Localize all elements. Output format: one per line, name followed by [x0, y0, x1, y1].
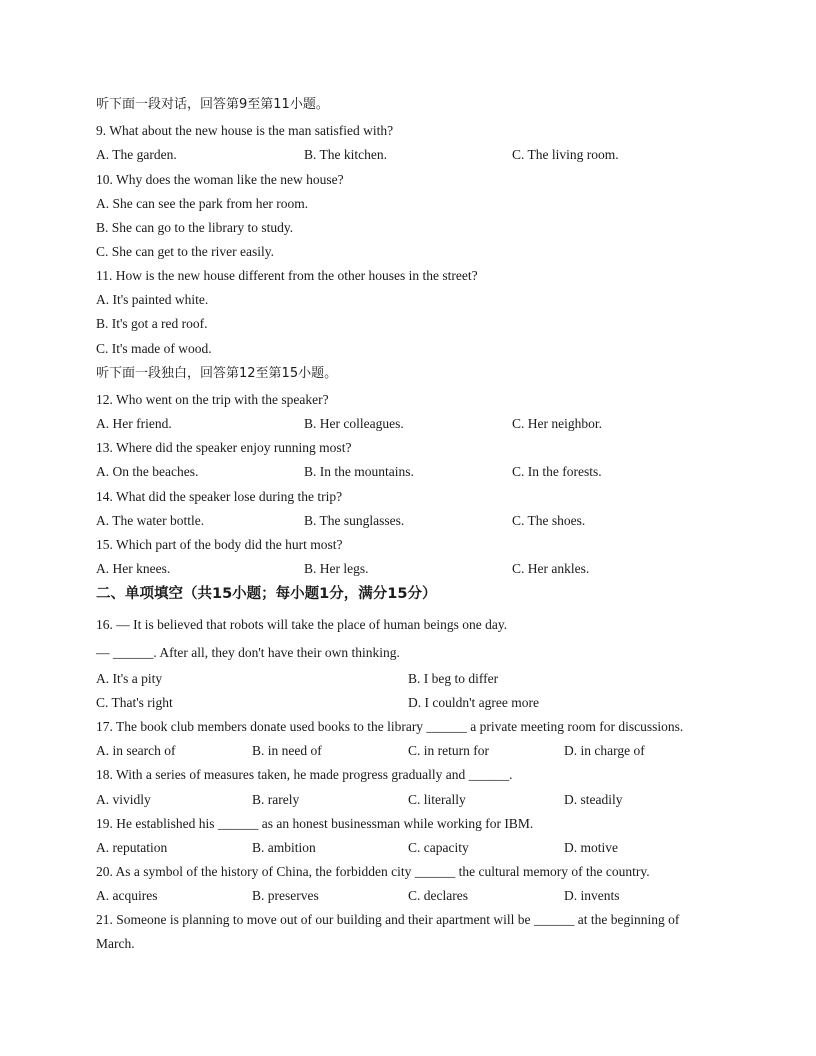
q16-option-d: D. I couldn't agree more [408, 695, 540, 710]
question-21-stem-line2: March. [96, 936, 135, 951]
q20-option-d: D. invents [564, 888, 620, 903]
section-heading-monologue: 听下面一段独白，回答第12至第15小题。 [96, 366, 338, 381]
q20-option-a: A. acquires [96, 888, 158, 903]
q18-option-a: A. vividly [96, 792, 151, 807]
q11-option-c: C. It's made of wood. [96, 341, 212, 356]
question-21-stem-line1: 21. Someone is planning to move out of our building and their apartment will be ______ at the beginning of [96, 912, 680, 927]
question-18-stem: 18. With a series of measures taken, he made progress gradually and ______. [96, 767, 513, 782]
q11-option-b: B. It's got a red roof. [96, 316, 208, 331]
question-12-stem: 12. Who went on the trip with the speaker? [96, 392, 329, 407]
q9-option-c: C. The living room. [512, 147, 619, 162]
q15-option-c: C. Her ankles. [512, 561, 590, 576]
section-heading-dialog: 听下面一段对话，回答第9至第11小题。 [96, 97, 329, 112]
q17-option-b: B. in need of [252, 743, 322, 758]
q18-option-c: C. literally [408, 792, 466, 807]
question-16-stem-line2: — ______. After all, they don't have their own thinking. [96, 645, 400, 660]
q17-option-d: D. in charge of [564, 743, 645, 758]
question-14-stem: 14. What did the speaker lose during the trip? [96, 489, 343, 504]
q19-option-a: A. reputation [96, 840, 168, 855]
q14-option-c: C. The shoes. [512, 513, 586, 528]
q12-option-c: C. Her neighbor. [512, 416, 602, 431]
q12-option-b: B. Her colleagues. [304, 416, 404, 431]
q13-option-b: B. In the mountains. [304, 464, 414, 479]
question-10-stem: 10. Why does the woman like the new house? [96, 172, 344, 187]
q18-option-b: B. rarely [252, 792, 300, 807]
q19-option-b: B. ambition [252, 840, 316, 855]
question-16-stem-line1: 16. — It is believed that robots will take the place of human beings one day. [96, 617, 508, 632]
q10-option-c: C. She can get to the river easily. [96, 244, 274, 259]
q14-option-a: A. The water bottle. [96, 513, 205, 528]
q17-option-a: A. in search of [96, 743, 176, 758]
q9-option-b: B. The kitchen. [304, 147, 387, 162]
question-20-stem: 20. As a symbol of the history of China, the forbidden city ______ the cultural memory of the country. [96, 864, 650, 879]
q16-option-b: B. I beg to differ [408, 671, 499, 686]
q20-option-b: B. preserves [252, 888, 319, 903]
q20-option-c: C. declares [408, 888, 468, 903]
q10-option-a: A. She can see the park from her room. [96, 196, 309, 211]
q19-option-d: D. motive [564, 840, 618, 855]
q9-option-a: A. The garden. [96, 147, 177, 162]
q13-option-c: C. In the forests. [512, 464, 602, 479]
part-2-title: 二、单项填空（共15小题；每小题1分，满分15分） [96, 586, 437, 602]
q17-option-c: C. in return for [408, 743, 489, 758]
question-17-stem: 17. The book club members donate used books to the library ______ a private meeting room for discussions. [96, 719, 684, 734]
question-11-stem: 11. How is the new house different from the other houses in the street? [96, 268, 478, 283]
q13-option-a: A. On the beaches. [96, 464, 199, 479]
q14-option-b: B. The sunglasses. [304, 513, 405, 528]
q11-option-a: A. It's painted white. [96, 292, 209, 307]
q16-option-a: A. It's a pity [96, 671, 163, 686]
q19-option-c: C. capacity [408, 840, 469, 855]
question-19-stem: 19. He established his ______ as an honest businessman while working for IBM. [96, 816, 534, 831]
q15-option-b: B. Her legs. [304, 561, 369, 576]
question-9-stem: 9. What about the new house is the man satisfied with? [96, 123, 394, 138]
q18-option-d: D. steadily [564, 792, 623, 807]
q12-option-a: A. Her friend. [96, 416, 172, 431]
q15-option-a: A. Her knees. [96, 561, 171, 576]
question-15-stem: 15. Which part of the body did the hurt most? [96, 537, 343, 552]
q10-option-b: B. She can go to the library to study. [96, 220, 294, 235]
q16-option-c: C. That's right [96, 695, 173, 710]
question-13-stem: 13. Where did the speaker enjoy running most? [96, 440, 352, 455]
